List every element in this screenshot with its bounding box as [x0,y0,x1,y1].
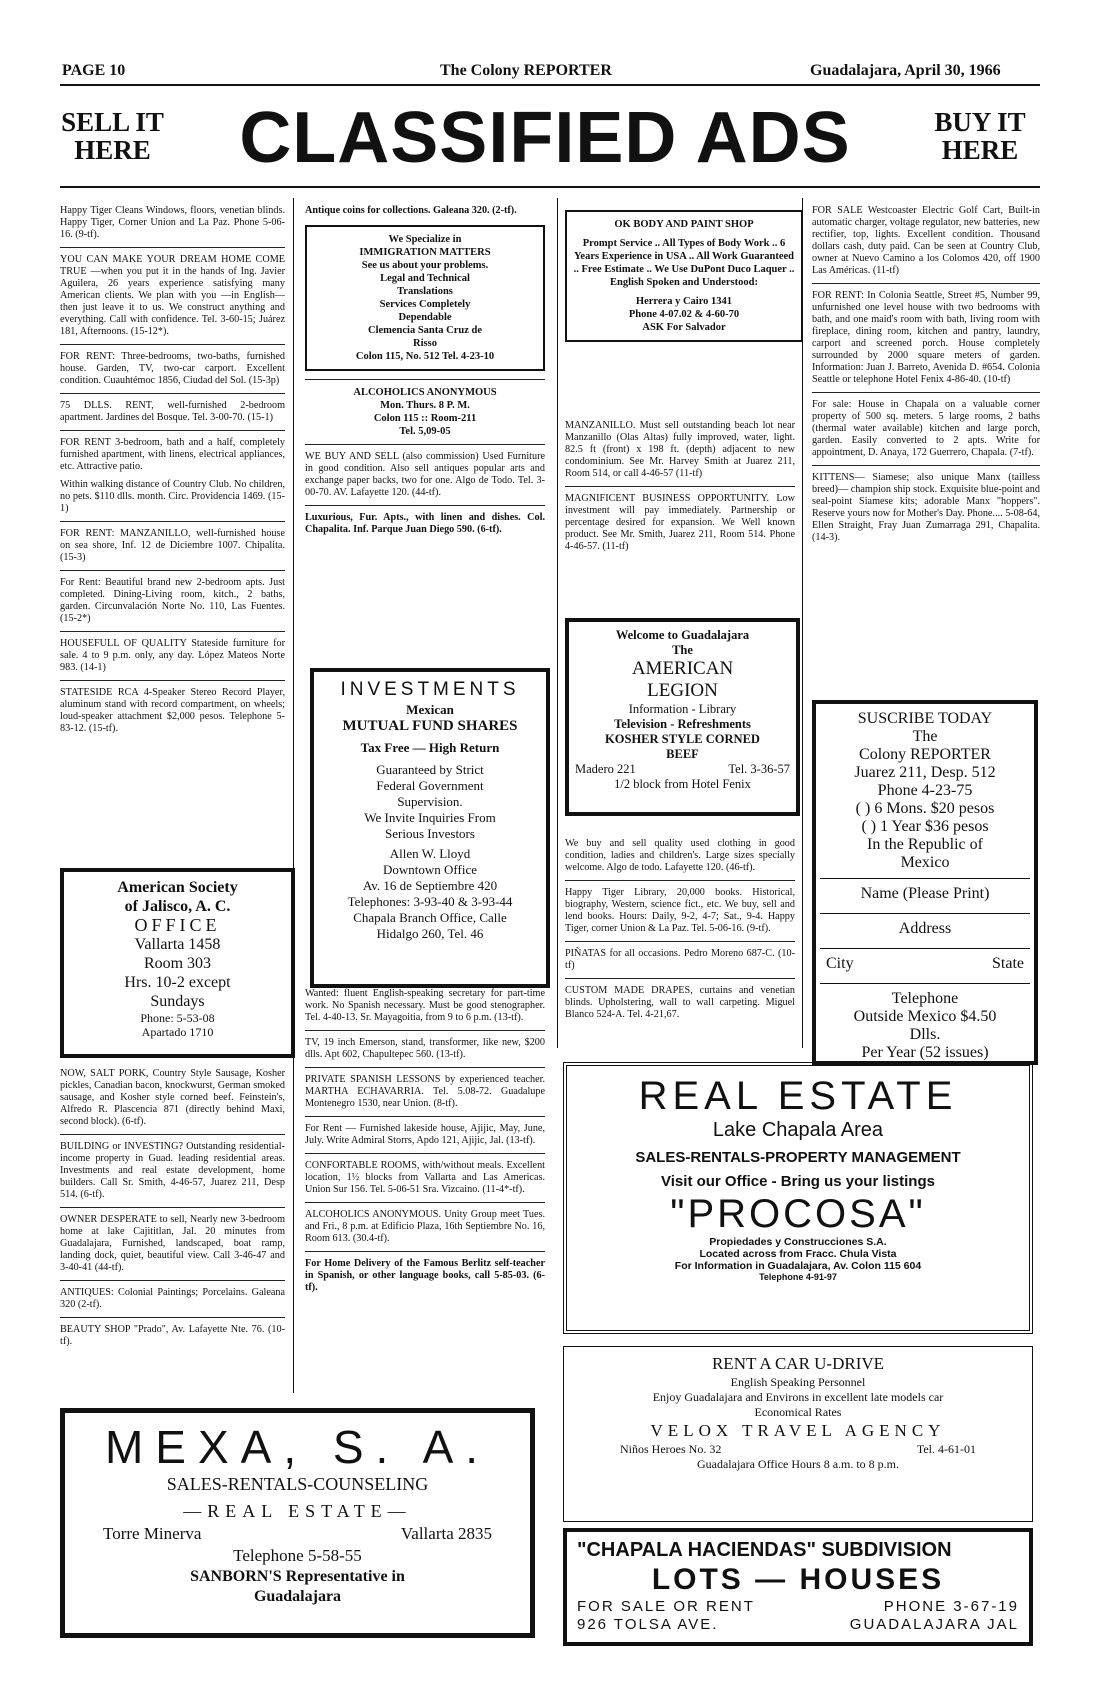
classified-item: KITTENS— Siamese; also unique Manx (tailless breed)— champion ship stock. Exquisite blue-point and seal-point Siamese kits; adorable Manx "hoppers". Reserve yours now for Mother's Day. Phone.... 5-08-64, Ellen Straight, Fray Juan Zumarraga 291, Chapalita. (14-3). [812,472,1040,543]
classified-item: OWNER DESPERATE to sell, Nearly new 3-bedroom home at lake Cajititlan, Jal. 20 minutes from Guadalajara, Furnished, landscaped, boat ramp, landing dock, quiet, beautiful view. Call 3-46-47 and 3-40-41 (44-tf). [60,1214,285,1273]
classified-item: For sale: House in Chapala on a valuable corner property of 500 sq. meters. 5 large rooms, 2 baths (thermal water available) kitchen and large porch, garden. Easily converted to 2 apts. Write for appointment, D. Anaya, 172 Guerrero, Chapala. (7-tf). [812,399,1040,458]
classified-item: FOR RENT: Three-bedrooms, two-baths, furnished house. Garden, TV, two-car carport. Excellent condition. Cuauhtémoc 1856, Ciudad del Sol. (15-3p) [60,351,285,386]
classified-item: Happy Tiger Cleans Windows, floors, venetian blinds. Happy Tiger, Corner Union and La Paz. Phone 5-06-16. (9-tf). [60,205,285,240]
paper-name: The Colony REPORTER [440,62,612,79]
column-4 [812,205,1040,550]
classified-item: FOR RENT 3-bedroom, bath and a half, completely furnished apartment, with linens, electrical appliances, etc. Attractive patio. [60,437,285,472]
column-1-lower [60,1068,285,1354]
immigration-ad: We Specialize in IMMIGRATION MATTERS See us about your problems. Legal and Technical Translations Services Completely Dependable Clemencia Santa Cruz de Risso Colon 115, No. 512 Tel. 4-23-10 [305,225,545,371]
american-legion-ad: Welcome to Guadalajara The AMERICAN LEGION Information - Library Television - Refreshments KOSHER STYLE CORNED BEEF Madero 221 Tel. 3-36-57 1/2 block from Hotel Fenix [565,618,800,816]
classified-item: 75 DLLS. RENT, well-furnished 2-bedroom apartment. Jardines del Bosque. Tel. 3-00-70. (15-1) [60,400,285,423]
classified-item: Happy Tiger Library, 20,000 books. Historical, biography, Western, science fict., etc. We buy, sell and lend books. Hours: Daily, 9-2, 4-7; Sat., 9-4. Happy Tiger, corner Union & La Paz. Tel. 5-06-16. (9-tf). [565,887,795,934]
classified-item: MAGNIFICENT BUSINESS OPPORTUNITY. Low investment will pay immediately. Partnership or percentage desired for expansion. We Well known product. See Mr. Smith, Juarez 211, Room 514. Phone 4-46-57. (11-tf) [565,493,795,552]
classified-item: FOR RENT: MANZANILLO, well-furnished house on sea shore, Inf. 12 de Diciembre 1007. Chipalita. (15-3) [60,528,285,563]
classified-item: CONFORTABLE ROOMS, with/without meals. Excellent location, 1½ blocks from Vallarta and Las Americas. Union Sur 156. Tel. 5-06-51 Sra. Vizcaino. (11-4*-tf). [305,1160,545,1195]
column-2 [305,205,545,542]
six-month-option[interactable]: ( ) 6 Mons. $20 pesos [855,800,995,817]
classified-item: STATESIDE RCA 4-Speaker Stereo Record Player, aluminum stand with record compartment, on wheels; loud-speaker attachment $2,000 pesos. Telephone 5-83-12. (15-tf). [60,687,285,734]
column-2-lower [305,988,545,1300]
classified-item: ANTIQUES: Colonial Paintings; Porcelains. Galeana 320 (2-tf). [60,1287,285,1310]
classified-ads-title: CLASSIFIED ADS [239,98,851,178]
telephone-field[interactable]: Telephone [820,983,1030,1008]
investments-ad: INVESTMENTS Mexican MUTUAL FUND SHARES Tax Free — High Return Guaranteed by Strict Federal Government Supervision. We Invite Inquiries From Serious Investors Allen W. Lloyd Downtown Office Av. 16 de Septiembre 420 Telephones: 3-93-40 & 3-93-44 Chapala Branch Office, Calle Hidalgo 260, Tel. 46 [310,668,550,988]
one-year-option[interactable]: ( ) 1 Year $36 pesos [861,818,989,835]
classified-item: BUILDING or INVESTING? Outstanding residential-income property in Guad. leading residential areas. Investments and real estate development, home builders. Call Sr. Smith, 4-46-57, Juarez 211, Desp 514. (6-tf). [60,1141,285,1200]
classified-item: CUSTOM MADE DRAPES, curtains and venetian blinds. Upholstering, wall to wall carpeting. Miguel Blanco 524-A. Tel. 4-21,67. [565,985,795,1020]
issue-date: Guadalajara, April 30, 1966 [810,62,1001,79]
classified-item: Luxurious, Fur. Apts., with linen and dishes. Col. Chapalita. Inf. Parque Juan Diego 590. (6-tf). [305,512,545,535]
address-field[interactable]: Address [820,913,1030,938]
classified-item: For Rent: Beautiful brand new 2-bedroom apts. Just completed. Dining-Living room, kitch., 2 baths, garden. Circunvalación Norte No. 110, Las Fuentes. (15-2*) [60,577,285,624]
classified-item: MANZANILLO. Must sell outstanding beach lot near Manzanillo (Olas Altas) fully improved, water, light. 82.5 ft (front) x 198 ft. (depth) adjacent to new condominium. See Mr. Harvey Smith at Juarez 211, Room 514, or call 4-46-57 (11-tf) [565,420,795,479]
classified-item: WE BUY AND SELL (also commission) Used Furniture in good condition. Also sell antiques popular arts and exchange paper backs, two for one. Algo de Todo. Tel. 3-00-70. AV. Lafayette 120. (44-tf). [305,451,545,498]
velox-rent-a-car-ad: RENT A CAR U-DRIVE English Speaking Personnel Enjoy Guadalajara and Environs in excellent late models car Economical Rates VELOX TRAVEL AGENCY Niños Heroes No. 32 Tel. 4-61-01 Guadalajara Office Hours 8 a.m. to 8 p.m. [563,1346,1033,1522]
classified-item: We buy and sell quality used clothing in good condition, ladies and children's. Large sizes specially welcome. Algo de todo. Lafayette 120. (46-tf). [565,838,795,873]
classified-item: Within walking distance of Country Club. No children, no pets. $110 dlls. month. Circ. Providencia 1469. (15-1) [60,479,285,514]
name-field[interactable]: Name (Please Print) [820,878,1030,903]
classified-item: FOR RENT: In Colonia Seattle, Street #5, Number 99, unfurnished one level house with two bedrooms with bath, and one maid's room with bath, living room with fireplace, dining room, kitchen and pantry, laundry, carport and screened porch. House completely surrounded by 2000 square meters of garden. Information: Juan J. Barreto, Avenida D. #654. Colonia Seattle or telephone Hotel Fenix 4-86-40. (10-tf) [812,290,1040,385]
classified-item: Antique coins for collections. Galeana 320. (2-tf). [305,205,517,216]
chapala-haciendas-ad: "CHAPALA HACIENDAS" SUBDIVISION LOTS — HOUSES FOR SALE OR RENT PHONE 3-67-19 926 TOLSA AVE. GUADALAJARA JAL [563,1528,1033,1646]
mexa-real-estate-ad: MEXA, S. A. SALES-RENTALS-COUNSELING —REAL ESTATE— Torre Minerva Vallarta 2835 Telephone 5-58-55 SANBORN'S Representative in Guadalajara [60,1408,535,1638]
classified-item: HOUSEFULL OF QUALITY Stateside furniture for sale. 4 to 9 p.m. only, any day. López Mateos Norte 983. (14-1) [60,638,285,673]
classified-item: PRIVATE SPANISH LESSONS by experienced teacher. MARTHA ECHAVARRIA. Tel. 5.08-72. Guadalupe Montenegro 1530, near Union. (8-tf). [305,1074,545,1109]
ok-body-paint-shop-ad: OK BODY AND PAINT SHOP Prompt Service .. All Types of Body Work .. 6 Years Experience in USA .. All Work Guaranteed .. Free Estimate .. We Use DuPont Duco Laquer .. English Spoken and Understood: Herrera y Cairo 1341 Phone 4-07.02 & 4-60-70 ASK For Salvador [565,210,803,342]
classified-item: Wanted: fluent English-speaking secretary for part-time work. No Spanish necessary. Must be good stenographer. Tel. 4-40-13. Sr. Mayagoitia, from 9 to 6 p.m. (13-tf). [305,988,545,1023]
classified-item: NOW, SALT PORK, Country Style Sausage, Kosher pickles, Canadian bacon, knockwurst, German smoked sausage, and Kosher style corned beef. Feinstein's, Alfredo R. Plascencia 871 (directly behind Maxi, second block). (6-tf). [60,1068,285,1127]
classified-item: YOU CAN MAKE YOUR DREAM HOME COME TRUE —when you put it in the hands of Ing. Javier Aguilera, 26 years experience satisfying many American clients. We plan with you —in English— then just leave it to us. We construct anything and everything. Call with confidence. Tel. 3-60-15; Juárez 181, Afternoons. (15-12*). [60,254,285,337]
subscription-form: SUSCRIBE TODAY The Colony REPORTER Juarez 211, Desp. 512 Phone 4-23-75 ( ) 6 Mons. $20 pesos ( ) 1 Year $36 pesos In the Republic of Mexico Name (Please Print) Address City State Telephone Outside Mexico $4.50 Dlls. Per Year (52 issues) [812,700,1038,1065]
column-3-lower [565,838,795,1027]
sell-it-label: SELL IT HERE [61,107,164,165]
classified-item: For Rent — Furnished lakeside house, Ajijic, May, June, July. Write Admiral Storrs, Apdo 121, Ajijic, Jal. (13-tf). [305,1123,545,1146]
buy-it-label: BUY IT HERE [934,107,1026,165]
city-field[interactable]: City [826,955,854,972]
classified-item: BEAUTY SHOP "Prado", Av. Lafayette Nte. 76. (10-tf). [60,1324,285,1347]
classified-item: FOR SALE Westcoaster Electric Golf Cart, Built-in automatic charger, voltage regulator, new batteries, new rectifier, top, lights. Excellent condition. Thousand dollars cash, duty paid. Can be seen at Country Club, owner at Nuevo Camino a los Colomos 420, off 1900 Las Américas. (11-tf) [812,205,1040,276]
column-1 [60,205,285,741]
classified-item: ALCOHOLICS ANONYMOUS. Unity Group meet Tues. and Fri., 8 p.m. at Edificio Plaza, 16th Septiembre No. 16, Room 613. (30.4-tf). [305,1209,545,1244]
state-field[interactable]: State [992,955,1024,972]
page-number: PAGE 10 [62,62,126,79]
real-estate-procosa-ad: REAL ESTATE Lake Chapala Area SALES-RENTALS-PROPERTY MANAGEMENT Visit our Office - Bring us your listings "PROCOSA" Propiedades y Construcciones S.A. Located across from Fracc. Chula Vista For Information in Guadalajara, Av. Colon 115 604 Telephone 4-91-97 [563,1062,1033,1334]
classified-item: PIÑATAS for all occasions. Pedro Moreno 687-C. (10-tf) [565,948,795,971]
american-society-ad: American Society of Jalisco, A. C. OFFICE Vallarta 1458 Room 303 Hrs. 10-2 except Sundays Phone: 5-53-08 Apartado 1710 [60,868,295,1058]
column-3 [565,420,795,559]
classified-item: TV, 19 inch Emerson, stand, transformer, like new, $200 dlls. Apt 602, Chapultepec 560. (13-tf). [305,1037,545,1060]
classified-item: For Home Delivery of the Famous Berlitz self-teacher in Spanish, or other language books, call 5-85-03. (6-tf). [305,1258,545,1293]
alcoholics-anonymous-notice: ALCOHOLICS ANONYMOUS Mon. Thurs. 8 P. M. Colon 115 :: Room-211 Tel. 5,09-05 [353,387,497,437]
